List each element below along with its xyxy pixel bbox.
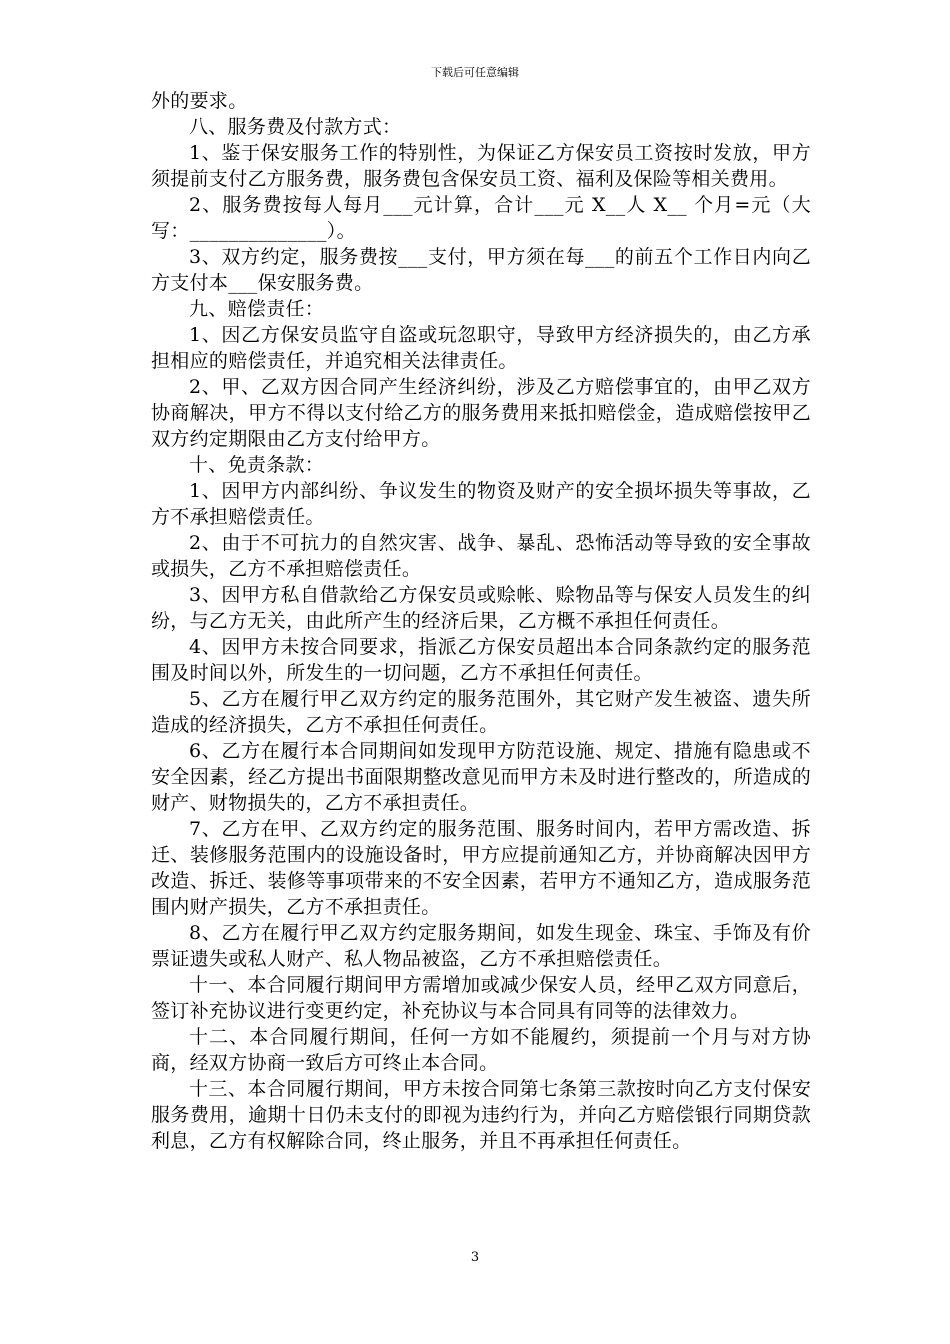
section-thirteen: 十三、本合同履行期间，甲方未按合同第七条第三款按时向乙方支付保安服务费用，逾期十日仍未支付的即视为违约行为，并向乙方赔偿银行同期贷款利息，乙方有权解除合同，终止服务，并且不再承担任何责任。: [151, 1078, 811, 1152]
paragraph: 3、双方约定，服务费按___支付，甲方须在每___的前五个工作日内向乙方支付本___保安服务费。: [151, 246, 811, 294]
page-number: 3: [470, 1250, 480, 1265]
paragraph: 8、乙方在履行甲乙双方约定服务期间，如发生现金、珠宝、手饰及有价票证遗失或私人财产、私人物品被盗，乙方不承担赔偿责任。: [151, 922, 811, 970]
paragraph: 5、乙方在履行甲乙双方约定的服务范围外，其它财产发生被盗、遗失所造成的经济损失，乙方不承担任何责任。: [151, 688, 811, 736]
paragraph: 6、乙方在履行本合同期间如发现甲方防范设施、规定、措施有隐患或不安全因素，经乙方提出书面限期整改意见而甲方未及时进行整改的，所造成的财产、财物损失的，乙方不承担责任。: [151, 740, 811, 814]
paragraph: 2、由于不可抗力的自然灾害、战争、暴乱、恐怖活动等导致的安全事故或损失，乙方不承担赔偿责任。: [151, 532, 811, 580]
section-heading-service-fee: 八、服务费及付款方式：: [189, 116, 402, 138]
page-header: 下载后可任意编辑: [431, 66, 519, 79]
section-twelve: 十二、本合同履行期间，任何一方如不能履约，须提前一个月与对方协商，经双方协商一致后方可终止本合同。: [151, 1026, 811, 1074]
paragraph: 外的要求。: [151, 90, 248, 112]
paragraph: 2、服务费按每人每月___元计算，合计___元 X__人 X__ 个月=元（大写：______________）。: [151, 194, 811, 242]
paragraph: 4、因甲方未按合同要求，指派乙方保安员超出本合同条款约定的服务范围及时间以外，所发生的一切问题，乙方不承担任何责任。: [151, 636, 811, 684]
paragraph: 2、甲、乙双方因合同产生经济纠纷，涉及乙方赔偿事宜的，由甲乙双方协商解决，甲方不得以支付给乙方的服务费用来抵扣赔偿金，造成赔偿按甲乙双方约定期限由乙方支付给甲方。: [151, 376, 811, 450]
paragraph: 7、乙方在甲、乙双方约定的服务范围、服务时间内，若甲方需改造、拆迁、装修服务范围内的设施设备时，甲方应提前通知乙方，并协商解决因甲方改造、拆迁、装修等事项带来的不安全因素，若甲方不通知乙方，造成服务范围内财产损失，乙方不承担责任。: [151, 818, 811, 918]
section-heading-exemption: 十、免责条款：: [189, 454, 325, 476]
document-body: [151, 88, 811, 1154]
paragraph: 1、因乙方保安员监守自盗或玩忽职守，导致甲方经济损失的，由乙方承担相应的赔偿责任，并追究相关法律责任。: [151, 324, 811, 372]
paragraph: 1、鉴于保安服务工作的特别性，为保证乙方保安员工资按时发放，甲方须提前支付乙方服务费，服务费包含保安员工资、福利及保险等相关费用。: [151, 142, 811, 190]
section-heading-compensation: 九、赔偿责任：: [189, 298, 325, 320]
section-eleven: 十一、本合同履行期间甲方需增加或减少保安人员，经甲乙双方同意后，签订补充协议进行变更约定，补充协议与本合同具有同等的法律效力。: [151, 974, 811, 1022]
paragraph: 3、因甲方私自借款给乙方保安员或赊帐、赊物品等与保安人员发生的纠纷，与乙方无关，由此所产生的经济后果，乙方概不承担任何责任。: [151, 584, 811, 632]
paragraph: 1、因甲方内部纠纷、争议发生的物资及财产的安全损坏损失等事故，乙方不承担赔偿责任。: [151, 480, 811, 528]
